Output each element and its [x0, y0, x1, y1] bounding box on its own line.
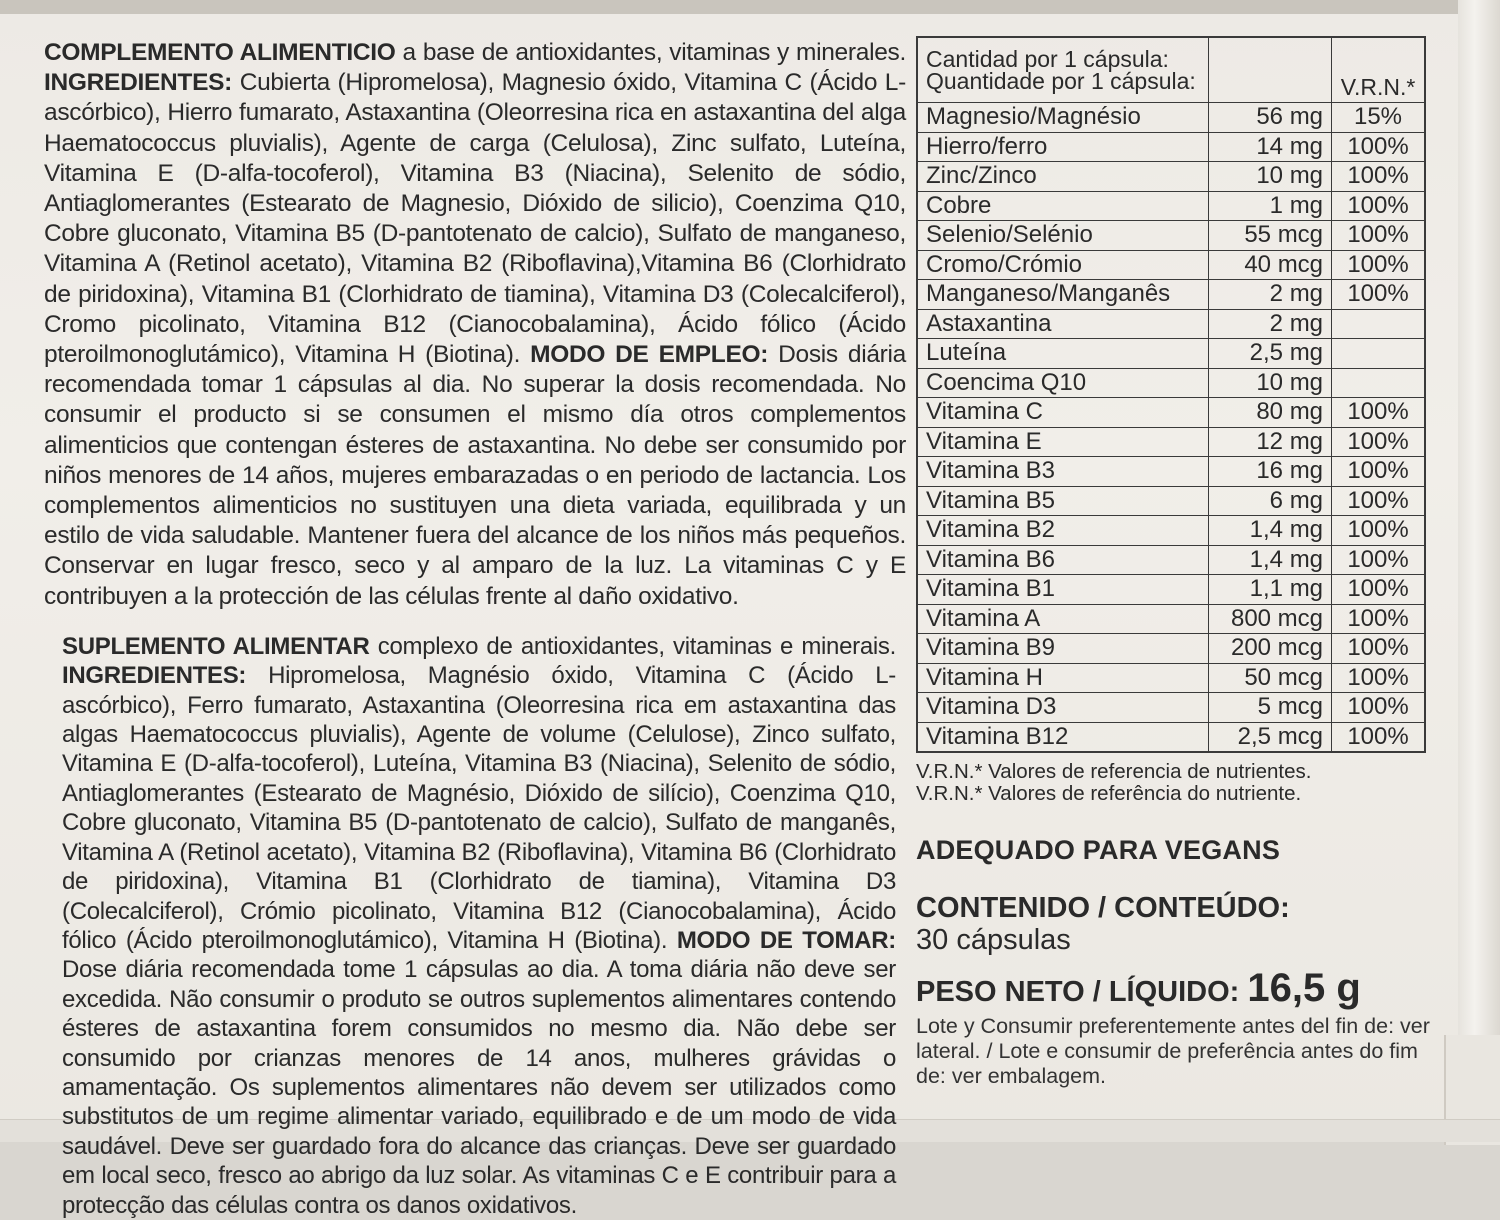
nutrient-name: Vitamina B9	[917, 634, 1209, 664]
header-vrn-cell: V.R.N.*	[1332, 37, 1425, 103]
nutrient-vrn: 100%	[1332, 604, 1425, 634]
nutrient-vrn: 100%	[1332, 132, 1425, 162]
nutrient-amount: 200 mcg	[1209, 634, 1332, 664]
vrn-note-pt: V.R.N.* Valores de referência do nutriente.	[916, 782, 1302, 805]
nutrition-row	[917, 250, 1425, 280]
nutrition-row	[917, 162, 1425, 192]
nutrient-amount: 2,5 mcg	[1209, 722, 1332, 752]
nutrition-row	[917, 191, 1425, 221]
nutrient-vrn: 100%	[1332, 427, 1425, 457]
nutrient-name: Vitamina B6	[917, 545, 1209, 575]
net-weight	[916, 966, 1440, 1010]
nutrient-amount: 1,1 mg	[1209, 575, 1332, 605]
nutrient-name: Zinc/Zinco	[917, 162, 1209, 192]
nutrient-amount: 1,4 mg	[1209, 545, 1332, 575]
nutrient-name: Vitamina B1	[917, 575, 1209, 605]
nutrient-amount: 56 mg	[1209, 103, 1332, 133]
nutrient-vrn: 100%	[1332, 693, 1425, 723]
vrn-note-es: V.R.N.* Valores de referencia de nutrientes.	[916, 760, 1312, 783]
nutrient-vrn: 100%	[1332, 250, 1425, 280]
nutrient-amount: 1,4 mg	[1209, 516, 1332, 546]
package-right-edge	[1458, 0, 1500, 1142]
nutrient-name: Vitamina B12	[917, 722, 1209, 752]
nutrient-amount: 2 mg	[1209, 280, 1332, 310]
nutrient-amount: 50 mcg	[1209, 663, 1332, 693]
nutrient-amount: 14 mg	[1209, 132, 1332, 162]
nutrition-row	[917, 545, 1425, 575]
nutrient-vrn: 100%	[1332, 280, 1425, 310]
nutrient-vrn: 100%	[1332, 162, 1425, 192]
nutrition-table	[916, 36, 1426, 753]
nutrient-name: Vitamina H	[917, 663, 1209, 693]
nutrient-name: Cobre	[917, 191, 1209, 221]
nutrient-name: Vitamina A	[917, 604, 1209, 634]
batch-expiry-note: Lote y Consumir preferentemente antes del fin de: ver lateral. / Lote e consumir de preferência antes do fim de: ver embalagem.	[916, 1014, 1430, 1088]
nutrient-amount: 16 mg	[1209, 457, 1332, 487]
nutrition-row	[917, 486, 1425, 516]
nutrient-name: Hierro/ferro	[917, 132, 1209, 162]
nutrient-amount: 10 mg	[1209, 368, 1332, 398]
nutrition-table-header	[917, 37, 1425, 103]
nutrient-name: Vitamina E	[917, 427, 1209, 457]
header-quantity-cell	[917, 37, 1209, 103]
package-top-edge	[0, 0, 1500, 14]
nutrition-row	[917, 634, 1425, 664]
nutrient-amount: 40 mcg	[1209, 250, 1332, 280]
nutrition-row	[917, 398, 1425, 428]
portuguese-ingredients-text: SUPLEMENTO ALIMENTAR complexo de antioxidantes, vitaminas e minerais. INGREDIENTES: Hipromelosa, Magnésio óxido, Vitamina C (Ácido L-ascórbico), Ferro fumarato, Astaxantina (Oleorresina rica em astaxantina das algas Haematococcus pluvialis), Agente de volume (Celulose), Zinco sulfato, Vitamina E (D-alfa-tocoferol), Luteína, Vitamina B3 (Niacina), Selenito de sódio, Antiaglomerantes (Estearato de Magnésio, Dióxido de silício), Coenzima Q10, Cobre gluconato, Vitamina B5 (D-pantotenato de calcio), Sulfato de manganês, Vitamina A (Retinol acetato), Vitamina B2 (Riboflavina), Vitamina B6 (Clorhidrato de piridoxina), Vitamina B1 (Clorhidrato de tiamina), Vitamina D3 (Colecalciferol), Crómio picolinato, Vitamina B12 (Cianocobalamina), Ácido fólico (Ácido pteroilmonoglutámico), Vitamina H (Biotina). MODO DE TOMAR: Dose diária recomendada tome 1 cápsulas ao dia. A toma diária não deve ser excedida. Não consumir o produto se outros suplementos alimentares contendo ésteres de astaxantina forem consumidos no mesmo dia. Não debe ser consumido por crianzas menores de 14 anos, mulheres grávidas o amamentação. Os suplementos alimentares não devem ser utilizados como substitutos de um regime alimentar variado, equilibrado e de um modo de vida saudável. Deve ser guardado fora do alcance das crianças. Deve ser guardado em local seco, fresco ao abrigo da luz solar. As vitaminas C e E contribuir para a protecção das células contra os danos oxidativos.	[62, 632, 896, 1219]
nutrient-amount: 12 mg	[1209, 427, 1332, 457]
nutrition-row	[917, 309, 1425, 339]
nutrition-row	[917, 663, 1425, 693]
nutrition-row	[917, 516, 1425, 546]
nutrition-row	[917, 604, 1425, 634]
nutrition-row	[917, 368, 1425, 398]
nutrient-vrn	[1332, 309, 1425, 339]
net-weight-value: 16,5 g	[1247, 966, 1361, 1010]
nutrient-vrn: 100%	[1332, 545, 1425, 575]
nutrition-row	[917, 575, 1425, 605]
nutrient-vrn: 100%	[1332, 191, 1425, 221]
nutrient-vrn: 100%	[1332, 575, 1425, 605]
spanish-ingredients-text: COMPLEMENTO ALIMENTICIO a base de antioxidantes, vitaminas y minerales. INGREDIENTES: Cubierta (Hipromelosa), Magnesio óxido, Vitamina C (Ácido L-ascórbico), Hierro fumarato, Astaxantina (Oleorresina rica en astaxantina del alga Haematococcus pluvialis), Agente de carga (Celulosa), Zinc sulfato, Luteína, Vitamina E (D-alfa-tocoferol), Vitamina B3 (Niacina), Selenito de sódio, Antiaglomerantes (Estearato de Magnesio, Dióxido de silicio), Coenzima Q10, Cobre gluconato, Vitamina B5 (D-pantotenato de calcio), Sulfato de manganeso, Vitamina A (Retinol acetato), Vitamina B2 (Riboflavina),Vitamina B6 (Clorhidrato de piridoxina), Vitamina B1 (Clorhidrato de tiamina), Vitamina D3 (Colecalciferol), Cromo picolinato, Vitamina B12 (Cianocobalamina), Ácido fólico (Ácido pteroilmonoglutámico), Vitamina H (Biotina). MODO DE EMPLEO: Dosis diária recomendada tomar 1 cápsulas al dia. No superar la dosis recomendada. No consumir el producto si se consumen el mismo día otros complementos alimenticios que contengan ésteres de astaxantina. No debe ser consumido por niños menores de 14 años, mujeres embarazadas o en periodo de lactancia. Los complementos alimenticios no sustituyen una dieta variada, equilibrada y un estilo de vida saludable. Mantener fuera del alcance de los niños más pequeños. Conservar en lugar fresco, seco y al amparo de la luz. La vitaminas C y E contribuyen a la protección de las células frente al daño oxidativo.	[44, 39, 906, 610]
nutrient-name: Vitamina C	[917, 398, 1209, 428]
nutrient-amount: 2,5 mg	[1209, 339, 1332, 369]
nutrition-row	[917, 221, 1425, 251]
nutrient-amount: 2 mg	[1209, 309, 1332, 339]
nutrient-vrn: 100%	[1332, 486, 1425, 516]
content-title: CONTENIDO / CONTEÚDO:	[916, 892, 1290, 924]
nutrient-name: Vitamina D3	[917, 693, 1209, 723]
nutrient-amount: 55 mcg	[1209, 221, 1332, 251]
vrn-notes	[916, 761, 1440, 805]
nutrition-row	[917, 132, 1425, 162]
nutrient-name: Manganeso/Manganês	[917, 280, 1209, 310]
nutrient-vrn: 100%	[1332, 516, 1425, 546]
nutrient-name: Vitamina B3	[917, 457, 1209, 487]
nutrient-name: Vitamina B2	[917, 516, 1209, 546]
nutrient-name: Selenio/Selénio	[917, 221, 1209, 251]
nutrient-vrn: 100%	[1332, 457, 1425, 487]
nutrition-row	[917, 339, 1425, 369]
nutrient-vrn: 100%	[1332, 398, 1425, 428]
nutrition-row	[917, 427, 1425, 457]
nutrient-name: Luteína	[917, 339, 1209, 369]
nutrient-vrn: 100%	[1332, 722, 1425, 752]
nutrient-name: Magnesio/Magnésio	[917, 103, 1209, 133]
nutrient-name: Astaxantina	[917, 309, 1209, 339]
vegan-statement: ADEQUADO PARA VEGANS	[916, 835, 1281, 865]
header-quantity-pt: Quantidade por 1 cápsula:	[926, 68, 1196, 94]
nutrient-vrn: 15%	[1332, 103, 1425, 133]
nutrient-name: Coencima Q10	[917, 368, 1209, 398]
header-quantity-es: Cantidad por 1 cápsula:	[926, 46, 1169, 72]
nutrient-amount: 80 mg	[1209, 398, 1332, 428]
nutrition-row	[917, 693, 1425, 723]
nutrient-amount: 1 mg	[1209, 191, 1332, 221]
nutrient-vrn: 100%	[1332, 634, 1425, 664]
nutrient-amount: 6 mg	[1209, 486, 1332, 516]
net-weight-label: PESO NETO / LÍQUIDO:	[916, 976, 1240, 1008]
nutrition-row	[917, 722, 1425, 752]
nutrition-column	[916, 36, 1440, 1089]
nutrient-amount: 800 mcg	[1209, 604, 1332, 634]
ingredients-column	[44, 38, 906, 1220]
nutrient-vrn: 100%	[1332, 221, 1425, 251]
nutrient-vrn	[1332, 339, 1425, 369]
nutrient-amount: 10 mg	[1209, 162, 1332, 192]
nutrition-row	[917, 280, 1425, 310]
nutrient-name: Cromo/Crómio	[917, 250, 1209, 280]
nutrition-row	[917, 457, 1425, 487]
nutrient-name: Vitamina B5	[917, 486, 1209, 516]
content-value: 30 cápsulas	[916, 924, 1071, 956]
nutrition-row	[917, 103, 1425, 133]
nutrient-amount: 5 mcg	[1209, 693, 1332, 723]
nutrient-vrn	[1332, 368, 1425, 398]
header-amount-cell	[1209, 37, 1332, 103]
nutrient-vrn: 100%	[1332, 663, 1425, 693]
